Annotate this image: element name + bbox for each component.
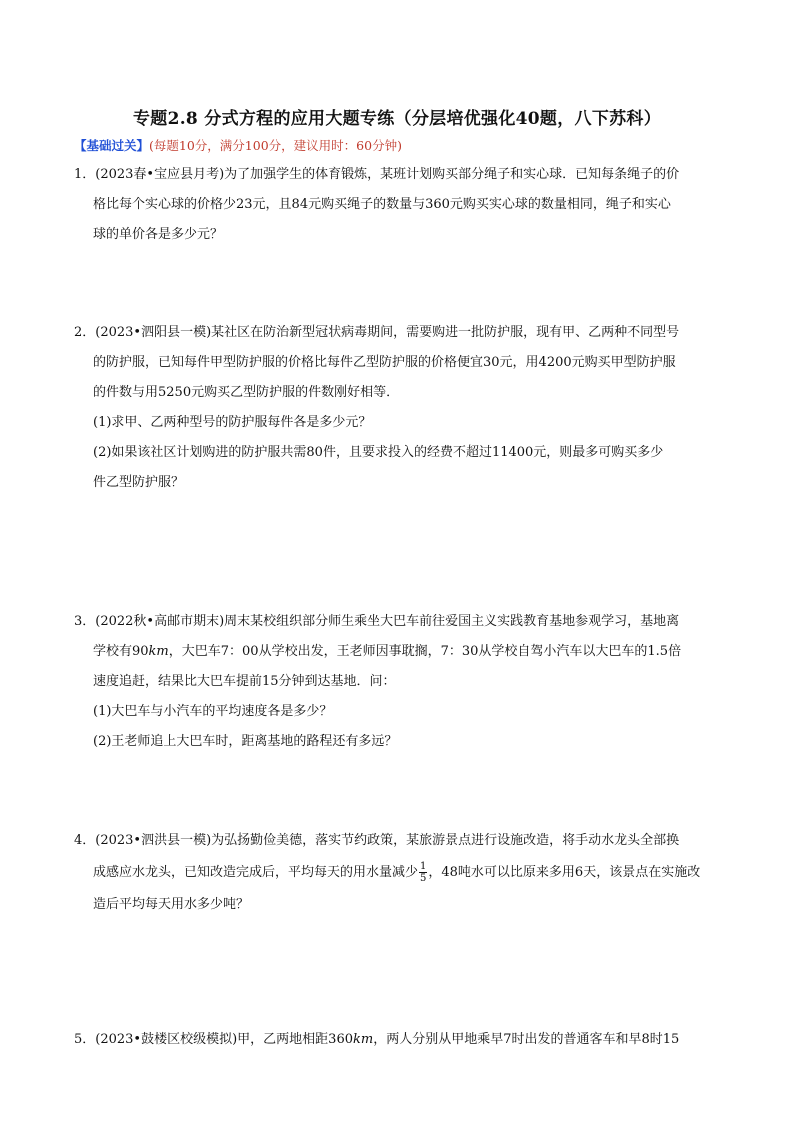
text-span: 学校有90 <box>93 644 149 659</box>
question-line: 速度追赶，结果比大巴车提前15分钟到达基地．问： <box>93 674 396 689</box>
question-line: 的防护服，已知每件甲型防护服的价格比每件乙型防护服的价格便宜30元，用4200元购买甲型防护服 <box>93 355 676 370</box>
text-span: ，48吨水可以比原来多用6天，该景点在实施改 <box>428 865 701 880</box>
text-span: ，两人分别从甲地乘早7时出发的普通客车和早8时15 <box>373 1032 680 1047</box>
question-line: 3．(2022秋•高邮市期末)周末某校组织部分师生乘坐大巴车前往爱国主义实践教育基地参观学习，基地离 <box>74 614 680 629</box>
question-5 <box>74 1025 734 1055</box>
question-line <box>74 637 734 667</box>
text-span: 5．(2023•鼓楼区校级模拟)甲，乙两地相距360 <box>74 1032 353 1047</box>
unit-km: km <box>352 1032 374 1047</box>
question-line: 1．(2023春•宝应县月考)为了加强学生的体育锻炼，某班计划购买部分绳子和实心球．已知每条绳子的价 <box>74 167 680 182</box>
question-line <box>74 856 734 890</box>
section-note: (每题10分，满分100分，建议用时：60分钟) <box>149 138 402 153</box>
section-header <box>74 136 402 154</box>
page-title: 专题2.8 分式方程的应用大题专练（分层培优强化40题，八下苏科） <box>132 109 662 129</box>
sub-question-2-cont: 件乙型防护服？ <box>93 475 185 490</box>
question-1 <box>74 160 734 250</box>
question-4 <box>74 826 734 920</box>
question-line: 造后平均每天用水多少吨？ <box>93 897 250 912</box>
text-span: ，大巴车7：00从学校出发，王老师因事耽搁，7：30从学校自驾小汽车以大巴车的1.5倍 <box>168 644 682 659</box>
question-3 <box>74 607 734 757</box>
section-label: 【基础过关】 <box>74 138 150 153</box>
question-line: 4．(2023•泗洪县一模)为弘扬勤俭美德，落实节约政策，某旅游景点进行设施改造，将手动水龙头全部换 <box>74 833 680 848</box>
sub-question-1: (1)大巴车与小汽车的平均速度各是多少？ <box>93 704 333 719</box>
question-line: 的件数与用5250元购买乙型防护服的件数刚好相等． <box>93 385 400 400</box>
question-line: 格比每个实心球的价格少23元，且84元购买绳子的数量与360元购买实心球的数量相同，绳子和实心 <box>93 197 671 212</box>
question-line: 2．(2023•泗阳县一模)某社区在防治新型冠状病毒期间，需要购进一批防护服，现有甲、乙两种不同型号 <box>74 325 680 340</box>
unit-km: km <box>148 644 169 659</box>
text-span: 成感应水龙头，已知改造完成后，平均每天的用水量减少 <box>93 865 419 880</box>
fraction-numerator: 1 <box>420 861 427 872</box>
sub-question-1: (1)求甲、乙两种型号的防护服每件各是多少元？ <box>93 415 372 430</box>
fraction <box>419 861 427 884</box>
sub-question-2: (2)如果该社区计划购进的防护服共需80件，且要求投入的经费不超过11400元，则最多可购买多少 <box>93 445 664 460</box>
question-2 <box>74 318 734 498</box>
fraction-denominator: 5 <box>420 873 427 884</box>
question-line <box>74 1025 734 1055</box>
sub-question-2: (2)王老师追上大巴车时，距离基地的路程还有多远？ <box>93 734 398 749</box>
question-line: 球的单价各是多少元？ <box>93 227 224 242</box>
